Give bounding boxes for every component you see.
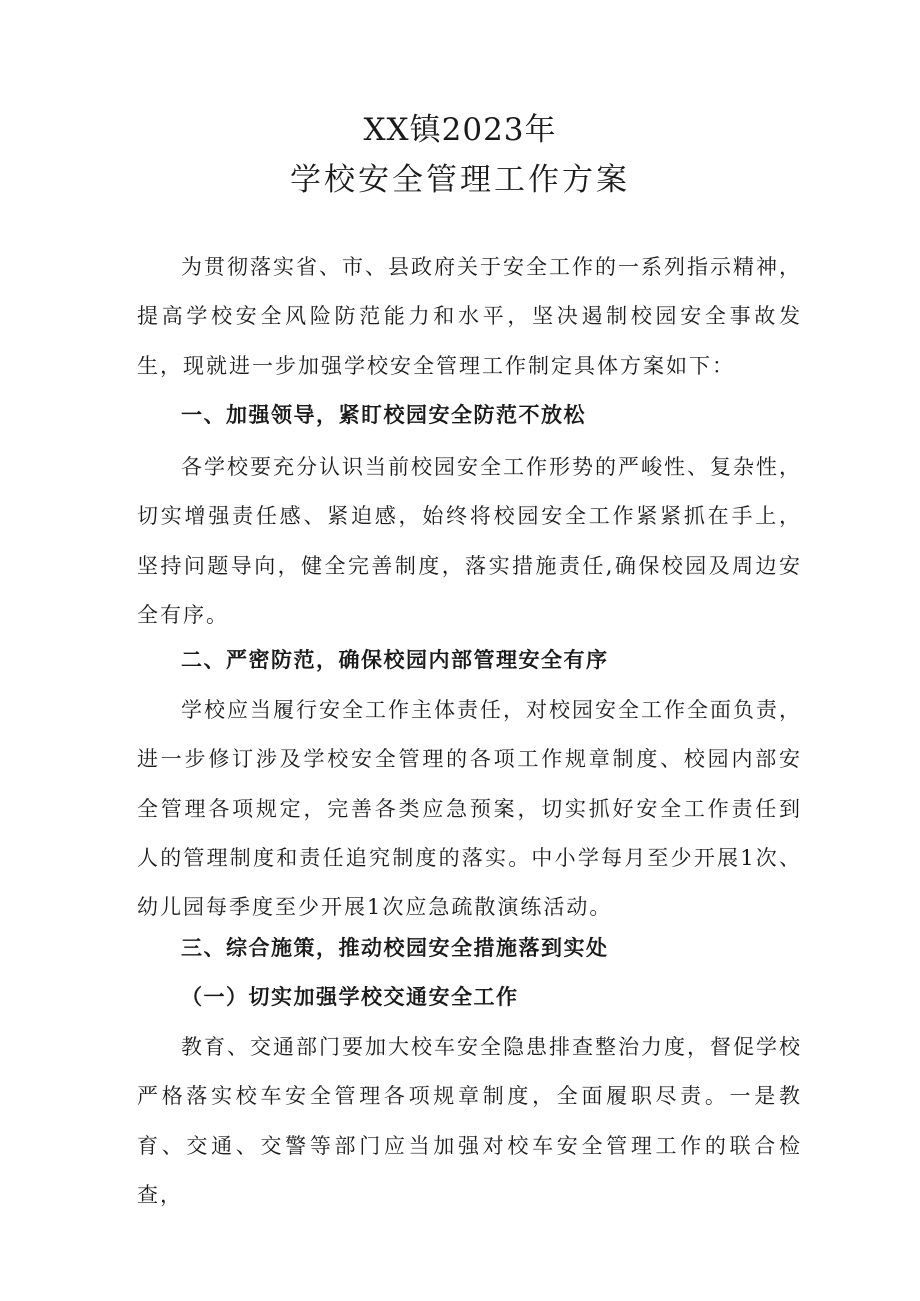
section1-heading: 一、加强领导，紧盯校园安全防范不放松 (181, 403, 586, 427)
section2-paragraph: 学校应当履行安全工作主体责任，对校园安全工作全面负责，进一步修订涉及学校安全管理的各项工作规章制度、校园内部安全管理各项规定，完善各类应急预案，切实抓好安全工作责任到人的管理制度和责任追究制度的落实。中小学每月至少开展1次、幼儿园每季度至少开展1次应急疏散演练活动。 (137, 698, 802, 920)
section2-heading: 二、严密防范，确保校园内部管理安全有序 (181, 648, 609, 672)
intro-paragraph: 为贯彻落实省、市、县政府关于安全工作的一系列指示精神，提高学校安全风险防范能力和水平，坚决遏制校园安全事故发生，现就进一步加强学校安全管理工作制定具体方案如下： (137, 255, 802, 378)
section3-subsection1-paragraph: 教育、交通部门要加大校车安全隐患排查整治力度，督促学校严格落实校车安全管理各项规章制度，全面履职尽责。一是教育、交通、交警等部门应当加强对校车安全管理工作的联合检查， (137, 1035, 802, 1207)
section3-heading: 三、综合施策，推动校园安全措施落到实处 (181, 936, 609, 960)
document-title-line1: XX镇2023年 (363, 112, 557, 148)
document-title-line2: 学校安全管理工作方案 (290, 162, 630, 198)
section3-subsection1-heading: （一）切实加强学校交通安全工作 (181, 985, 519, 1009)
section1-paragraph: 各学校要充分认识当前校园安全工作形势的严峻性、复杂性，切实增强责任感、紧迫感，始终将校园安全工作紧紧抓在手上，坚持问题导向，健全完善制度，落实措施责任,确保校园及周边安全有序。 (137, 455, 802, 627)
